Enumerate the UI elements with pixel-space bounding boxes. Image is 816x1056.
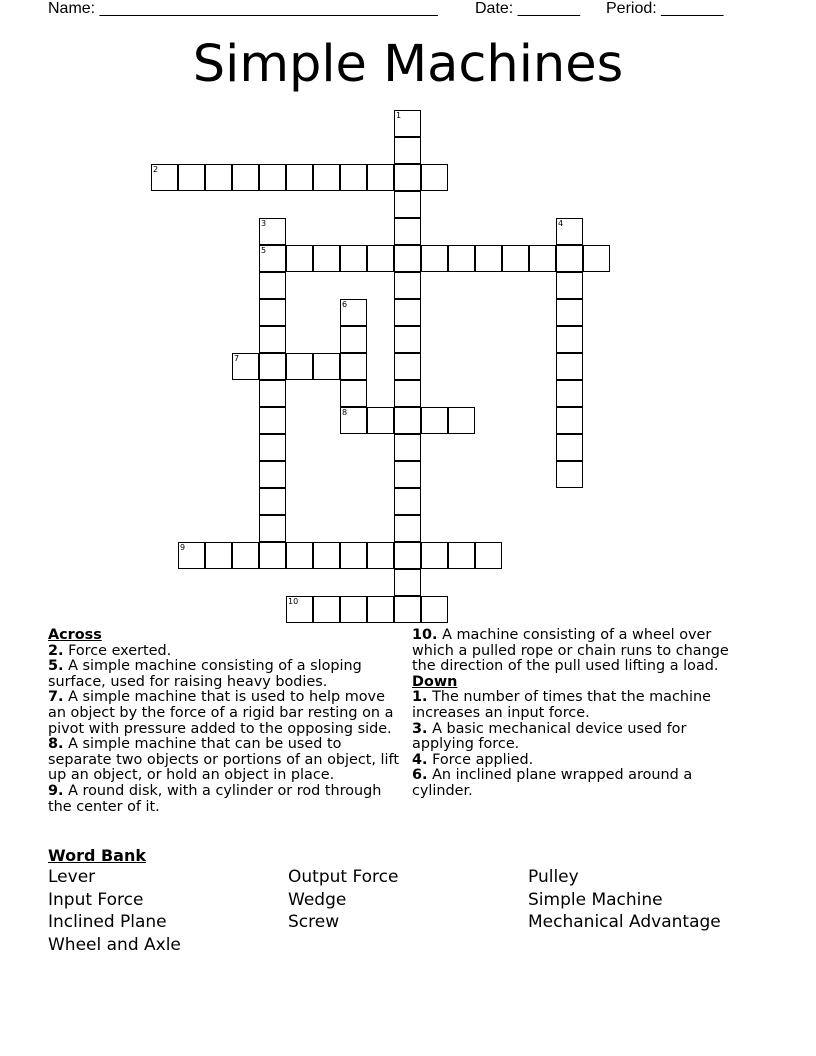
across-heading: Across (48, 627, 102, 643)
crossword-cell[interactable] (394, 596, 421, 623)
clue-across-9: 9. A round disk, with a cylinder or rod through the center of it. (48, 782, 382, 815)
crossword-cell[interactable] (556, 245, 583, 272)
crossword-cell[interactable] (259, 353, 286, 380)
word-bank-item: Mechanical Advantage (528, 912, 721, 932)
crossword-cell[interactable] (259, 515, 286, 542)
clue-number-8: 8 (342, 408, 348, 417)
crossword-cell[interactable] (151, 164, 178, 191)
crossword-cell[interactable] (421, 596, 448, 623)
crossword-cell[interactable] (313, 164, 340, 191)
clue-across-7: 7. A simple machine that is used to help move an object by the force of a rigid bar resting on a pivot with pressure added to the opposing side. (48, 689, 394, 737)
clue-number-10: 10 (288, 597, 299, 606)
clue-number-5: 5 (261, 246, 267, 255)
crossword-cell[interactable] (556, 353, 583, 380)
clue-number-7: 7 (234, 354, 240, 363)
crossword-cell[interactable] (475, 245, 502, 272)
word-bank-item: Lever (48, 867, 96, 887)
crossword-cell[interactable] (367, 164, 394, 191)
crossword-cell[interactable] (394, 299, 421, 326)
word-bank-item: Inclined Plane (48, 912, 167, 932)
clue-number-9: 9 (180, 543, 186, 552)
clue-across-5: 5. A simple machine consisting of a sloping surface, used for raising heavy bodies. (48, 658, 362, 690)
clue-down-1: 1. The number of times that the machine increases an input force. (412, 689, 712, 721)
crossword-cell[interactable] (286, 542, 313, 569)
crossword-cell[interactable] (259, 407, 286, 434)
crossword-cell[interactable] (232, 164, 259, 191)
crossword-cell[interactable] (394, 434, 421, 461)
crossword-cell[interactable] (394, 461, 421, 488)
period-field[interactable]: Period: _______ (606, 0, 724, 17)
clue-across-10: 10. A machine consisting of a wheel over which a pulled rope or chain runs to change the direction of the pull used lifting a load. (412, 627, 729, 675)
crossword-cell[interactable] (340, 353, 367, 380)
crossword-cell[interactable] (556, 461, 583, 488)
page-title: Simple Machines (192, 35, 624, 94)
clues-column-left (48, 628, 400, 815)
crossword-cell[interactable] (259, 434, 286, 461)
clue-down-4: 4. Force applied. (412, 751, 534, 768)
word-bank-column-2 (288, 866, 398, 934)
crossword-cell[interactable] (394, 569, 421, 596)
word-bank-item: Simple Machine (528, 889, 663, 910)
crossword-cell[interactable] (340, 299, 367, 326)
crossword-cell[interactable] (394, 164, 421, 191)
crossword-cell[interactable] (259, 488, 286, 515)
clue-number-1: 1 (396, 111, 402, 120)
clue-across-8: 8. A simple machine that can be used to separate two objects or portions of an object, lift up an object, or hold an object in place. (48, 736, 400, 784)
crossword-cell[interactable] (286, 245, 313, 272)
crossword-cell[interactable] (340, 245, 367, 272)
crossword-cell[interactable] (394, 407, 421, 434)
crossword-cell[interactable] (313, 245, 340, 272)
crossword-cell[interactable] (259, 218, 286, 245)
clue-down-3: 3. A basic mechanical device used for applying force. (412, 720, 687, 753)
clue-across-2: 2. Force exerted. (48, 642, 172, 659)
word-bank-item: Pulley (528, 867, 579, 887)
crossword-cell[interactable] (448, 245, 475, 272)
crossword-cell[interactable] (394, 218, 421, 245)
crossword-cell[interactable] (367, 596, 394, 623)
crossword-cell[interactable] (421, 245, 448, 272)
crossword-cell[interactable] (394, 353, 421, 380)
crossword-cell[interactable] (286, 596, 313, 623)
crossword-cell[interactable] (556, 218, 583, 245)
crossword-cell[interactable] (259, 542, 286, 569)
crossword-cell[interactable] (529, 245, 556, 272)
word-bank-column-3 (528, 866, 721, 934)
clue-number-3: 3 (261, 219, 267, 228)
crossword-cell[interactable] (583, 245, 610, 272)
clue-number-2: 2 (153, 165, 159, 174)
crossword-cell[interactable] (367, 245, 394, 272)
crossword-cell[interactable] (394, 488, 421, 515)
crossword-cell[interactable] (205, 542, 232, 569)
crossword-cell[interactable] (259, 272, 286, 299)
crossword-cell[interactable] (394, 515, 421, 542)
crossword-cell[interactable] (556, 380, 583, 407)
crossword-cell[interactable] (556, 407, 583, 434)
word-bank-item: Screw (288, 912, 340, 932)
crossword-cell[interactable] (394, 380, 421, 407)
clue-number-6: 6 (342, 300, 348, 309)
crossword-cell[interactable] (259, 164, 286, 191)
crossword-cell[interactable] (421, 542, 448, 569)
crossword-cell[interactable] (556, 272, 583, 299)
crossword-cell[interactable] (448, 542, 475, 569)
clue-down-6: 6. An inclined plane wrapped around a cylinder. (412, 767, 693, 799)
down-heading: Down (412, 673, 458, 690)
word-bank-item: Output Force (288, 867, 399, 887)
crossword-cell[interactable] (394, 542, 421, 569)
crossword-cell[interactable] (313, 542, 340, 569)
crossword-cell[interactable] (394, 326, 421, 353)
crossword-cell[interactable] (340, 164, 367, 191)
crossword-cell[interactable] (340, 326, 367, 353)
crossword-cell[interactable] (205, 164, 232, 191)
crossword-cell[interactable] (313, 353, 340, 380)
crossword-cell[interactable] (259, 461, 286, 488)
crossword-cell[interactable] (394, 110, 421, 137)
crossword-cell[interactable] (556, 299, 583, 326)
crossword-cell[interactable] (448, 407, 475, 434)
word-bank-item: Wheel and Axle (48, 934, 181, 955)
crossword-cell[interactable] (178, 542, 205, 569)
crossword-cell[interactable] (394, 272, 421, 299)
crossword-cell[interactable] (502, 245, 529, 272)
clues-column-right (412, 628, 752, 800)
crossword-cell[interactable] (475, 542, 502, 569)
date-field[interactable]: Date: _______ (475, 0, 580, 17)
crossword-cell[interactable] (556, 434, 583, 461)
crossword-cell[interactable] (286, 164, 313, 191)
name-field[interactable]: Name: ______________________________________ (48, 0, 438, 17)
crossword-cell[interactable] (340, 380, 367, 407)
word-bank-item: Wedge (288, 889, 347, 910)
crossword-cell[interactable] (394, 191, 421, 218)
word-bank-title: Word Bank (48, 846, 147, 865)
crossword-cell[interactable] (367, 407, 394, 434)
crossword-cell[interactable] (421, 164, 448, 191)
crossword-cell[interactable] (556, 326, 583, 353)
crossword-cell[interactable] (232, 542, 259, 569)
crossword-cell[interactable] (421, 407, 448, 434)
crossword-cell[interactable] (340, 596, 367, 623)
crossword-cell[interactable] (286, 353, 313, 380)
crossword-cell[interactable] (259, 326, 286, 353)
crossword-cell[interactable] (178, 164, 205, 191)
crossword-cell[interactable] (259, 380, 286, 407)
word-bank-column-1 (48, 866, 181, 956)
crossword-cell[interactable] (367, 542, 394, 569)
crossword-cell[interactable] (340, 542, 367, 569)
crossword-cell[interactable] (313, 596, 340, 623)
crossword-cell[interactable] (394, 245, 421, 272)
crossword-cell[interactable] (394, 137, 421, 164)
crossword-cell[interactable] (259, 299, 286, 326)
word-bank-item: Input Force (48, 889, 144, 910)
crossword-cell[interactable] (259, 245, 286, 272)
clue-number-4: 4 (558, 219, 564, 228)
crossword-cell[interactable] (232, 353, 259, 380)
crossword-cell[interactable] (340, 407, 367, 434)
